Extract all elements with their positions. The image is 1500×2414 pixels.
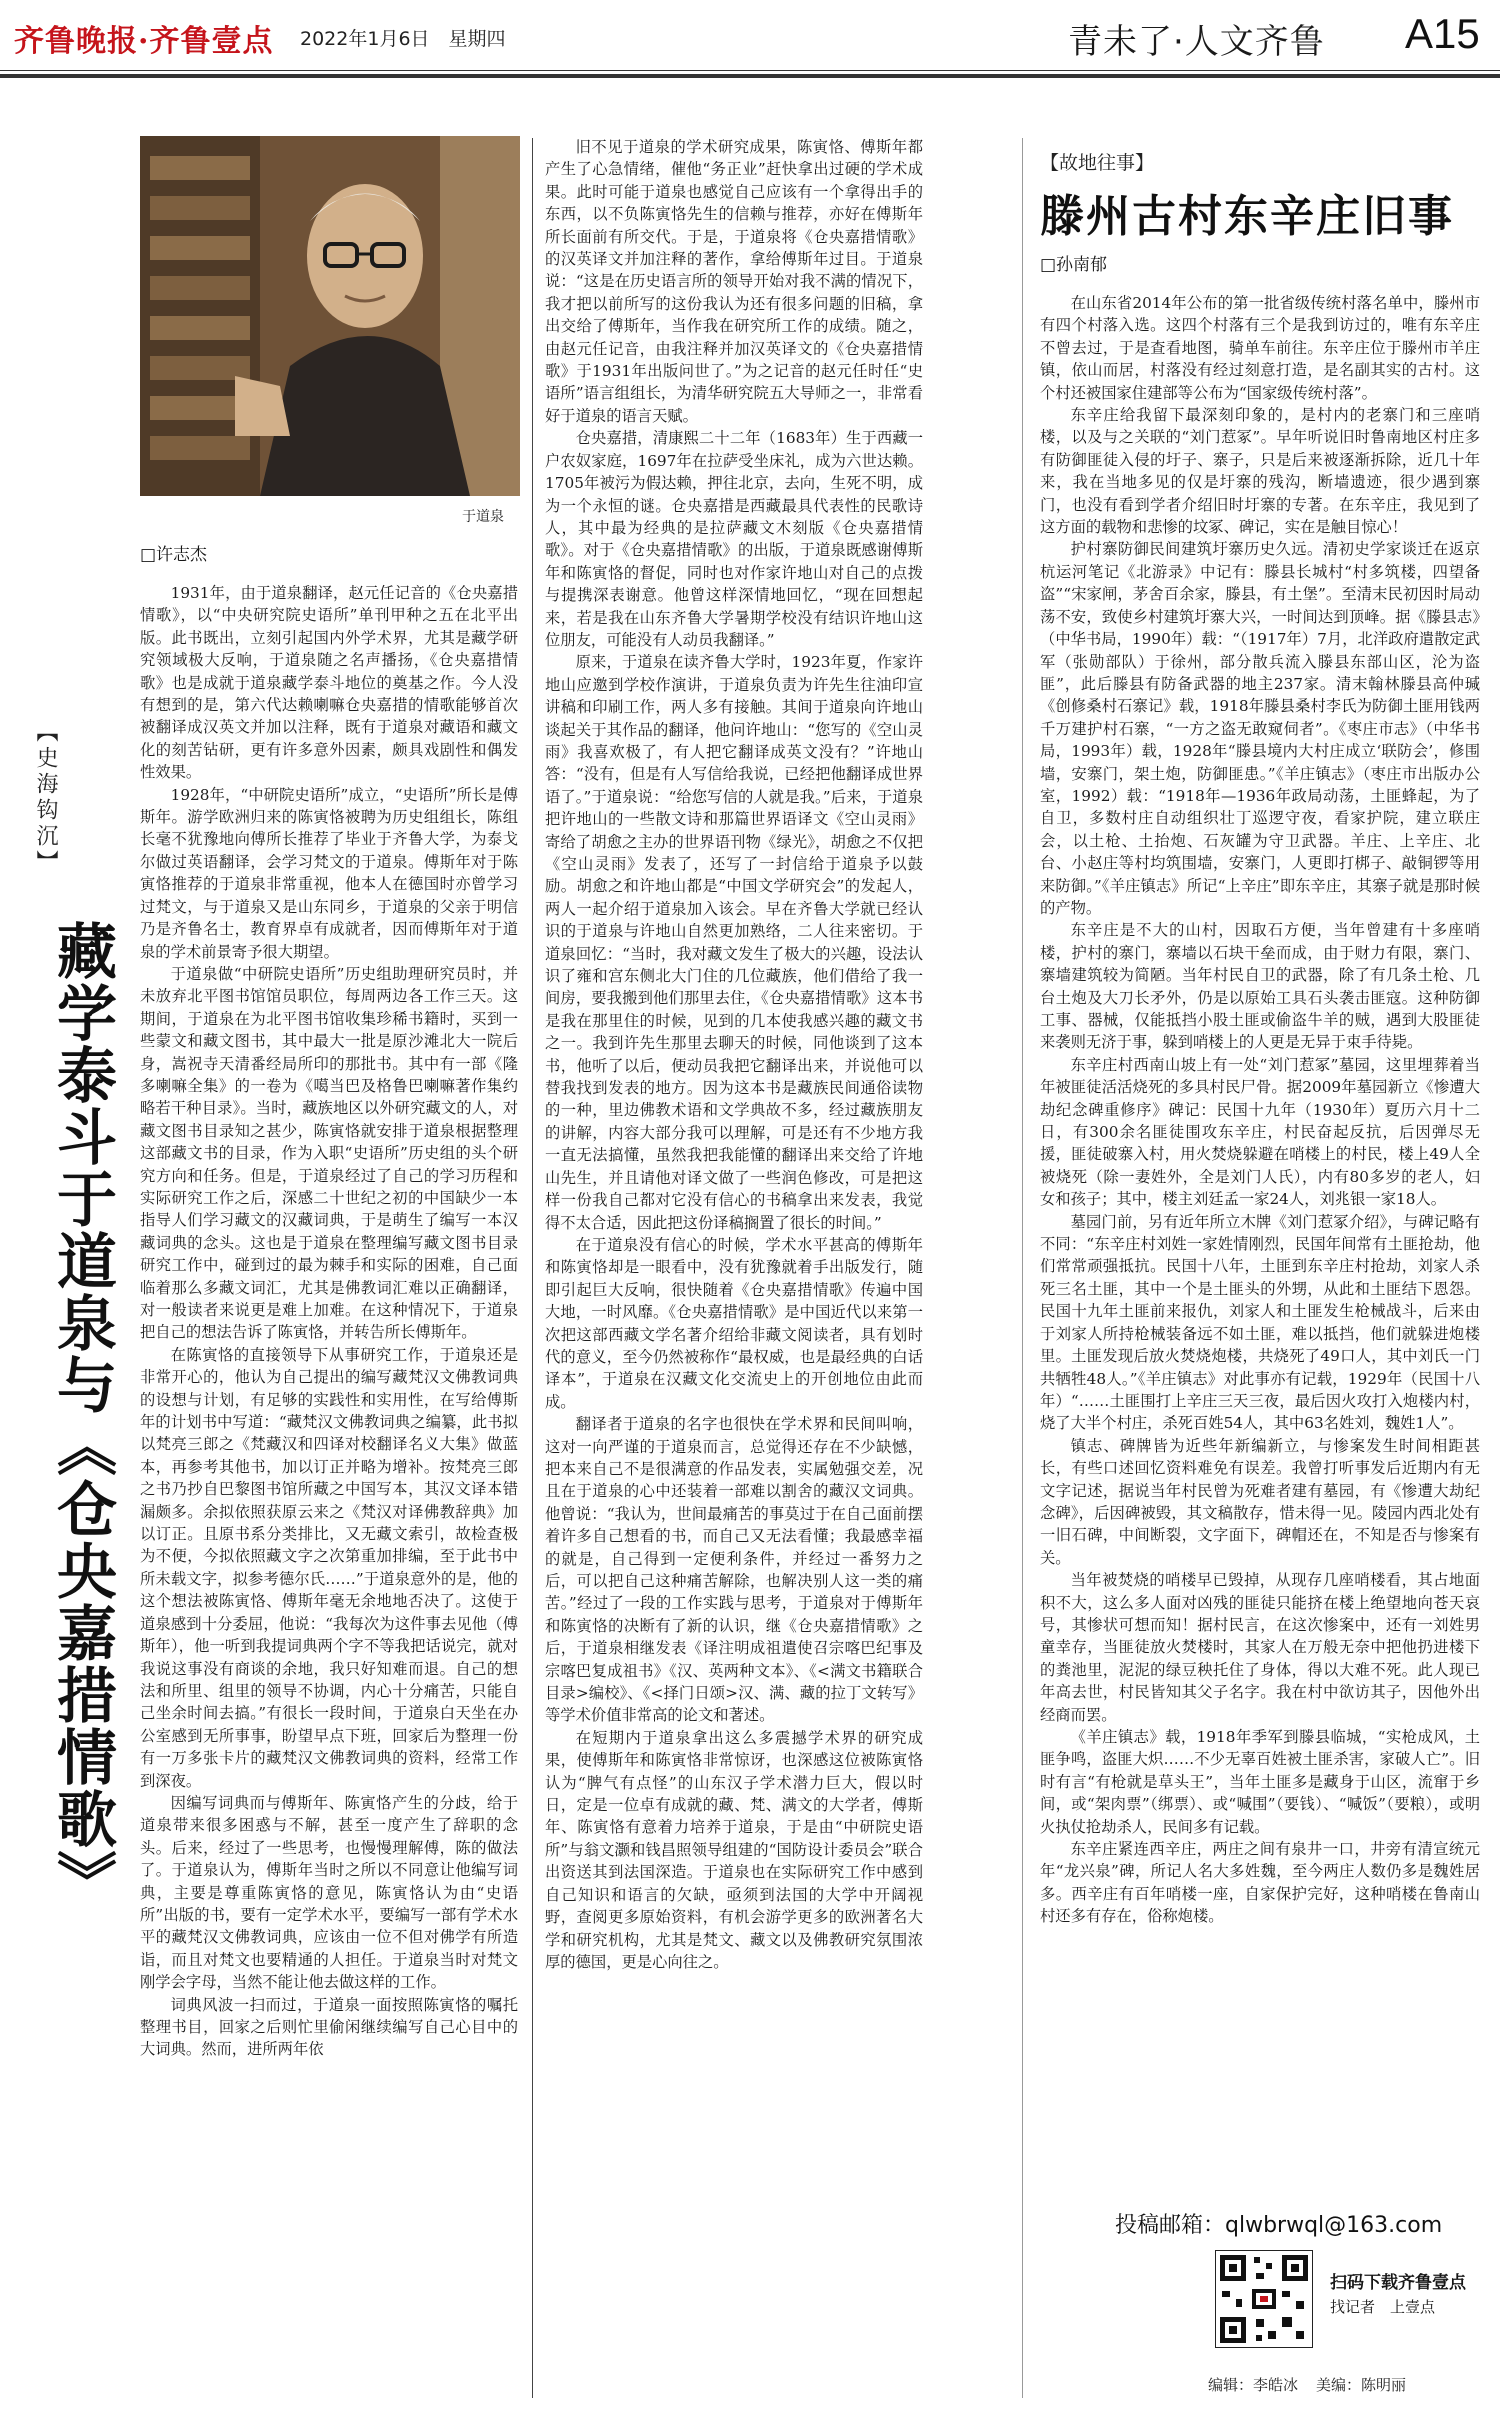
qr-subtitle: 找记者 上壹点: [1330, 2298, 1436, 2316]
article-divider: [1022, 138, 1023, 2398]
article2-column-tag: 【故地往事】: [1040, 152, 1155, 174]
masthead: [0, 0, 1500, 72]
paragraph: 东辛庄给我留下最深刻印象的，是村内的老寨门和三座哨楼，以及与之关联的“刘门惹冢”。早年听说旧时鲁南地区村庄多有防御匪徒入侵的圩子、寨子，只是后来被逐渐拆除，近几十年来，我在当地多见的仅是圩寨的残沟，断墙遗迹，很少遇到寨门，也没有看到学者介绍旧时圩寨的专著。在东辛庄，我见到了这方面的载物和悲惨的坟冢、碑记，实在是触目惊心！: [1040, 406, 1480, 537]
designer: 美编：陈明丽: [1316, 2376, 1407, 2394]
paragraph: 东辛庄村西南山坡上有一处“刘门惹冢”墓园，这里埋葬着当年被匪徒活活烧死的多具村民尸骨。据2009年墓园新立《惨遭大劫纪念碑重修序》碑记：民国十九年（1930年）夏历六月十二日，有300余名匪徒围攻东辛庄，村民奋起反抗，后因弹尽无援，匪徒破寨入村，用火焚烧躲避在哨楼上的村民，楼上49人全被烧死（除一妻姓外，全是刘门人氏），内有80多岁的老人，妇女和孩子；其中，楼主刘廷孟一家24人，刘兆银一家18人。: [1040, 1055, 1480, 1209]
portrait-illustration: [140, 136, 520, 496]
paragraph: 翻译者于道泉的名字也很快在学术界和民间叫响，这对一向严谨的于道泉而言，总觉得还存在不少缺憾，把本来自己不是很满意的作品发表，实属勉强交差，况且在于道泉的心中还装着一部难以割舍的藏汉文词典。他曾说：“我认为，世间最痛苦的事莫过于在自己面前摆着许多自己想看的书，而自己又无法看懂；我最感幸福的就是，自己得到一定便利条件，并经过一番努力之后，可以把自己这种痛苦解除，也解决别人这一类的痛苦。”经过了一段的工作实践与思考，于道泉对于傅斯年和陈寅恪的决断有了新的认识，继《仓央嘉措情歌》之后，于道泉相继发表《译注明成祖遣使召宗喀巴纪事及宗喀巴复成祖书》《汉、英两种文本》、《<满文书籍联合目录>编校》、《<择门日颂>汉、满、藏的拉丁文转写》等学术价值非常高的论文和著述。: [545, 1415, 923, 1725]
photo-caption: 于道泉: [462, 509, 504, 525]
qr-title: 扫码下载齐鲁壹点: [1330, 2273, 1466, 2293]
editor: 编辑：李皓冰: [1208, 2376, 1299, 2394]
paragraph: 镇志、碑牌皆为近些年新编新立，与惨案发生时间相距甚长，有些口述回忆资料难免有误差。我曾打听事发后近期内有无文字记述，据说当年村民曾为死难者建有墓园，有《惨遭大劫纪念碑》，后因碑被毁，其文稿散存，惜未得一见。陵园内西北处有一旧石碑，中间断裂，文字面下，碑帽还在，不知是否与惨案有关。: [1040, 1436, 1480, 1567]
article1-title: 藏学泰斗于道泉与《仓央嘉措情歌》: [47, 920, 117, 1912]
editor-credits: [1208, 2374, 1424, 2395]
masthead-rule: [0, 70, 1500, 71]
paragraph: 在短期内于道泉拿出这么多震撼学术界的研究成果，使傅斯年和陈寅恪非常惊讶，也深感这位被陈寅恪认为“脾气有点怪”的山东汉子学术潜力巨大，假以时日，定是一位卓有成就的藏、梵、满文的大学者，傅斯年、陈寅恪有意着力培养于道泉，于是由“中研院史语所”与翁文灏和钱昌照领导组建的“国防设计委员会”联合出资送其到法国深造。于道泉也在实际研究工作中感到自己知识和语言的欠缺，亟须到法国的大学中开阔视野，查阅更多原始资料，有机会游学更多的欧洲著名大学和研究机构，尤其是梵文、藏文以及佛教研究氛围浓厚的德国，更是心向往之。: [545, 1728, 923, 1971]
paragraph: 当年被焚烧的哨楼早已毁掉，从现存几座哨楼看，其占地面积不大，这么多人面对凶残的匪徒只能挤在楼上绝望地向苍天哀号，其惨状可想而知！据村民言，在这次惨案中，还有一刘姓男童幸存，当匪徒放火焚楼时，其家人在万般无奈中把他扔进楼下的粪池里，泥泥的绿豆秧托住了身体，得以大难不死。此人现已年高去世，村民皆知其父子名字。我在村中欲访其子，因他外出经商而罢。: [1040, 1571, 1480, 1724]
paragraph: 1931年，由于道泉翻译，赵元任记音的《仓央嘉措情歌》，以“中央研究院史语所”单刊甲种之五在北平出版。此书既出，立刻引起国内外学术界，尤其是藏学研究领域极大反响，于道泉随之名声播扬，《仓央嘉措情歌》也是成就于道泉藏学泰斗地位的奠基之作。今人没有想到的是，第六代达赖喇嘛仓央嘉措的情歌能够首次被翻译成汉英文并加以注释，既有于道泉对藏语和藏文化的刻苦钻研，更有许多意外因素，颇具戏剧性和偶发性效果。: [140, 584, 518, 782]
paragraph: 仓央嘉措，清康熙二十二年（1683年）生于西藏一户农奴家庭，1697年在拉萨受坐床礼，成为六世达赖。1705年被污为假达赖，押往北京，去向，生死不明，成为一个永恒的谜。仓央嘉措是西藏最具代表性的民歌诗人，其中最为经典的是拉萨藏文木刻版《仓央嘉措情歌》。对于《仓央嘉措情歌》的出版，于道泉既感谢傅斯年和陈寅恪的督促，同时也对作家许地山对自己的点拨与提携深表谢意。他曾这样深情地回忆，“现在回想起来，若是我在山东齐鲁大学暑期学校没有结识许地山这位朋友，可能没有人动员我翻译。”: [545, 429, 923, 649]
article1-column-2: [545, 136, 923, 2402]
issue-date: 2022年1月6日 星期四: [300, 28, 506, 50]
paragraph: 于道泉做“中研院史语所”历史组助理研究员时，并未放弃北平图书馆馆员职位，每周两边各工作三天。这期间，于道泉在为北平图书馆收集珍稀书籍时，买到一些蒙文和藏文图书，其中最大一批是原沙滩北大一院后身，嵩祝寺天清番经局所印的那批书。其中有一部《隆多喇嘛全集》的一卷为《噶当巴及格鲁巴喇嘛著作集约略若干种目录》。当时，藏族地区以外研究藏文的人，对藏文图书目录知之甚少，陈寅恪就安排于道泉根据整理这部藏文书的目录，作为入职“史语所”历史组的头个研究方向和任务。但是，于道泉经过了自己的学习历程和实际研究工作之后，深感二十世纪之初的中国缺少一本指导人们学习藏文的汉藏词典，于是萌生了编写一本汉藏词典的念头。这也是于道泉在整理编写藏文图书目录研究工作中，碰到过的最为棘手和实际的困难，自己面临着那么多藏文词汇，尤其是佛教词汇难以正确翻译，对一般读者来说更是难上加难。在这种情况下，于道泉把自己的想法告诉了陈寅恪，并转告所长傅斯年。: [140, 964, 518, 1342]
article1-author: □许志杰: [140, 545, 208, 565]
section-title: 青未了·人文齐鲁: [1068, 22, 1325, 62]
masthead-rule-thick: [0, 74, 1500, 78]
paragraph: 在于道泉没有信心的时候，学术水平甚高的傅斯年和陈寅恪却是一眼看中，没有犹豫就着手出版发行，随即引起巨大反响，很快随着《仓央嘉措情歌》传遍中国大地，一时风靡。《仓央嘉措情歌》是中国近代以来第一次把这部西藏文学名著介绍给非藏文阅读者，具有划时代的意义，至今仍然被称作“最权威，也是最经典的白话译本”，于道泉在汉藏文化交流史上的开创地位由此而成。: [545, 1235, 923, 1411]
paragraph: 在山东省2014年公布的第一批省级传统村落名单中，滕州市有四个村落入选。这四个村落有三个是我到访过的，唯有东辛庄不曾去过，于是查看地图，骑单车前往。东辛庄位于滕州市羊庄镇，依山而居，村落没有经过刻意打造，是名副其实的古村。这个村还被国家住建部等公布为“国家级传统村落”。: [1040, 294, 1480, 402]
paragraph: 《羊庄镇志》载，1918年季军到滕县临城，“实枪成风，土匪争鸣，盗匪大炽……不少无辜百姓被土匪杀害，家破人亡”。旧时有言“有枪就是草头王”，当年土匪多是藏身于山区，流窜于乡间，或“架肉票”（绑票）、或“喊围”（要钱）、“喊饭”（要粮），或明火执仗抢劫杀人，民间多有记载。: [1040, 1728, 1480, 1836]
paragraph: 东辛庄是不大的山村，因取石方便，当年曾建有十多座哨楼，护村的寨门，寨墙以石块干垒而成，由于财力有限，寨门、寨墙建筑较为简陋。当年村民自卫的武器，除了有几条土枪、几台土炮及大刀长矛外，仍是以原始工具石头袭击匪寇。这种防御工事、器械，仅能抵挡小股土匪或偷盗牛羊的贼，遇到大股匪徒来袭则无济于事，躲到哨楼上的人更是无异于束手待毙。: [1040, 921, 1480, 1052]
paragraph: 旧不见于道泉的学术研究成果，陈寅恪、傅斯年都产生了心急情绪，催他“务正业”赶快拿出过硬的学术成果。此时可能于道泉也感觉自己应该有一个拿得出手的东西，以不负陈寅恪先生的信赖与推荐，亦好在傅斯年所长面前有所交代。于是，于道泉将《仓央嘉措情歌》的汉英译文并加注释的著作，拿给傅斯年过目。于道泉说：“这是在历史语言所的领导开始对我不满的情况下，我才把以前所写的这份我认为还有很多问题的旧稿，拿出交给了傅斯年，当作我在研究所工作的成绩。随之，由赵元任记音，由我注释并加汉英译文的《仓央嘉措情歌》于1931年出版问世了。”为之记音的赵元任时任“史语所”语言组组长，为清华研究院五大导师之一，非常看好于道泉的语言天赋。: [545, 138, 923, 425]
column-tag: 【史海钩沉】: [33, 720, 58, 876]
newspaper-logo: 齐鲁晚报·齐鲁壹点: [14, 24, 274, 59]
paragraph: 原来，于道泉在读齐鲁大学时，1923年夏，作家许地山应邀到学校作演讲，于道泉负责为许先生往油印宣讲稿和印刷工作，两人多有接触。其间于道泉向许地山谈起关于其作品的翻译，他问许地山：“您写的《空山灵雨》我喜欢极了，有人把它翻译成英文没有？”许地山答：“没有，但是有人写信给我说，已经把他翻译成世界语了。”于道泉说：“给您写信的人就是我。”后来，于道泉把许地山的一些散文诗和那篇世界语译文《空山灵雨》寄给了胡愈之主办的世界语刊物《绿光》，胡愈之不仅把《空山灵雨》发表了，还写了一封信给于道泉予以鼓励。胡愈之和许地山都是“中国文学研究会”的发起人，两人一起介绍于道泉加入该会。早在齐鲁大学就已经认识的于道泉与许地山自然更加熟络，二人往来密切。于道泉回忆：“当时，我对藏文发生了极大的兴趣，设法认识了雍和宫东侧北大门住的几位藏族，他们借给了我一间房，要我搬到他们那里去住，《仓央嘉措情歌》这本书是我在那里住的时候，见到的几本使我感兴趣的藏文书之一。我到许先生那里去聊天的时候，同他谈到了这本书，他听了以后，便动员我把它翻译出来，并说他可以替我找到发表的地方。因为这本书是藏族民间通俗读物的一种，里边佛教术语和文学典故不多，经过藏族朋友的讲解，内容大部分我可以理解，可是还有不少地方我一直无法搞懂，虽然我把我能懂的翻译出来交给了许地山先生，并且请他对译文做了一些润色修改，可是把这样一份我自己都对它没有信心的书稿拿出来发表，我觉得不太合适，因此把这份译稿搁置了很长的时间。”: [545, 653, 923, 1232]
portrait-photo: [140, 136, 520, 496]
column-divider: [532, 138, 533, 2398]
submission-label: 投稿邮箱：: [1115, 2213, 1226, 2238]
article1-column-1: [140, 582, 518, 2402]
email-link[interactable]: qlwbrwql@163.com: [1225, 2213, 1443, 2238]
paragraph: 1928年，“中研院史语所”成立，“史语所”所长是傅斯年。游学欧洲归来的陈寅恪被聘为历史组组长，陈组长毫不犹豫地向傅所长推荐了毕业于齐鲁大学，为泰戈尔做过英语翻译，会学习梵文的于道泉。傅斯年对于陈寅恪推荐的于道泉非常重视，他本人在德国时亦曾学习过梵文，与于道泉又是山东同乡，于道泉的父亲于明信乃是齐鲁名士，教育界卓有成就者，因而傅斯年对于道泉的学术前景寄予很大期望。: [140, 785, 518, 961]
page-number: A15: [1405, 10, 1480, 57]
article2-body: [1040, 292, 1480, 2192]
qr-code[interactable]: [1215, 2250, 1313, 2348]
paragraph: 墓园门前，另有近年所立木牌《刘门惹冢介绍》，与碑记略有不同：“东辛庄村刘姓一家姓情刚烈，民国年间常有土匪抢劫，他们常常顽强抵抗。民国十八年，土匪到东辛庄村抢劫，刘家人杀死三名土匪，其中一个是土匪头的外甥，从此和土匪结下恩怨。民国十九年土匪前来报仇，刘家人和土匪发生枪械战斗，后来由于刘家人所持枪械装备远不如土匪，难以抵挡，他们就躲进炮楼里。土匪发现后放火焚烧炮楼，共烧死了49口人，其中刘氏一门共牺牲48人。”《羊庄镇志》对此事亦有记载，1929年（民国十八年）“……土匪围打上辛庄三天三夜，最后因火攻打入炮楼内村，烧了大半个村庄，杀死百姓54人，其中63名姓刘，魏姓1人”。: [1040, 1212, 1480, 1433]
paragraph: 词典风波一扫而过，于道泉一面按照陈寅恪的嘱托整理书目，回家之后则忙里偷闲继续编写自己心目中的大词典。然而，进所两年依: [140, 1995, 518, 2059]
article2-author: □孙南郁: [1040, 255, 1108, 275]
paragraph: 因编写词典而与傅斯年、陈寅恪产生的分歧，给于道泉带来很多困惑与不解，甚至一度产生了辞职的念头。后来，经过了一些思考，也慢慢理解傅，陈的做法了。于道泉认为，傅斯年当时之所以不同意让他编写词典，主要是尊重陈寅恪的意见，陈寅恪认为由“史语所”出版的书，要有一定学术水平，要编写一部有学术水平的藏梵汉文佛教词典，应该由一位不但对佛学有所造诣，而且对梵文也要精通的人担任。于道泉当时对梵文刚学会字母，当然不能让他去做这样的工作。: [140, 1793, 518, 1992]
submission-email: [1115, 2208, 1442, 2239]
article2-title: 滕州古村东辛庄旧事: [1040, 191, 1454, 242]
paragraph: 东辛庄紧连西辛庄，两庄之间有泉井一口，井旁有清宣统元年“龙兴泉”碑，所记人名大多姓魏，至今两庄人数仍多是魏姓居多。西辛庄有百年哨楼一座，自家保护完好，这种哨楼在鲁南山村还多有存在，俗称炮楼。: [1040, 1840, 1480, 1926]
paragraph: 在陈寅恪的直接领导下从事研究工作，于道泉还是非常开心的，他认为自己提出的编写藏梵汉文佛教词典的设想与计划，有足够的实践性和实用性，在写给傅斯年的计划书中写道：“藏梵汉文佛教词典之编纂，此书拟以梵亮三郎之《梵藏汉和四译对校翻译名义大集》做蓝本，再参考其他书，加以订正并略为增补。按梵亮三郎之书乃抄自巴黎图书馆所藏之中国写本，其汉文译本错漏颇多。余拟依照获原云来之《梵汉对译佛教辞典》加以订正。且原书系分类排比，又无藏文索引，故检查极为不便，今拟依照藏文字之次第重加排编，至于此书中所未载文字，拟参考德尔氏……”于道泉意外的是，他的这个想法被陈寅恪、傅斯年毫无余地地否决了。这使于道泉感到十分委屈，他说：“我每次为这件事去见他（傅斯年），他一听到我提词典两个字不等我把话说完，就对我说这事没有商谈的余地，我只好知难而退。自己的想法和所里、组里的领导不协调，内心十分痛苦，只能自己坐余时间去搞。”有很长一段时间，于道泉白天坐在办公室感到无所事事，盼望早点下班，回家后为整理一份有一万多张卡片的藏梵汉文佛教词典的资料，经常工作到深夜。: [140, 1345, 518, 1790]
paragraph: 护村寨防御民间建筑圩寨历史久远。清初史学家谈迁在返京杭运河笔记《北游录》中记有：滕县长城村“村多筑楼，四望备盗”“宋家闸，茅舍百余家，滕县，有土堡”。至清末民初因时局动荡不安，致使乡村建筑圩寨大兴，一时间达到顶峰。据《滕县志》（中华书局，1990年）载：“（1917年）7月，北洋政府遣散定武军（张勋部队）于徐州，部分散兵流入滕县东部山区，沦为盗匪”，此后滕县有防备武器的地主237家。清末翰林滕县高仲瑊《创修桑村石寨记》载，1918年滕县桑村李氏为防御土匪用钱两千万建护村石寨，“一方之盗无敢窥伺者”。《枣庄市志》（中华书局，1993年）载，1928年“滕县境内大村庄成立‘联防会’，修围墙，安寨门，架土炮，防御匪患。”《羊庄镇志》（枣庄市出版办公室，1992）载：“1918年—1936年政局动荡，土匪蜂起，为了自卫，多数村庄自动组织壮丁巡逻守夜，看家护院，建立联庄会，以土枪、土抬炮、石灰罐为守卫武器。羊庄、上辛庄、北台、小赵庄等村均筑围墙，安寨门，人更即打梆子、敲铜锣等用来防御。”《羊庄镇志》所记“上辛庄”即东辛庄，其寨子就是那时候的产物。: [1040, 540, 1480, 917]
qr-code-icon: [1216, 2251, 1312, 2347]
